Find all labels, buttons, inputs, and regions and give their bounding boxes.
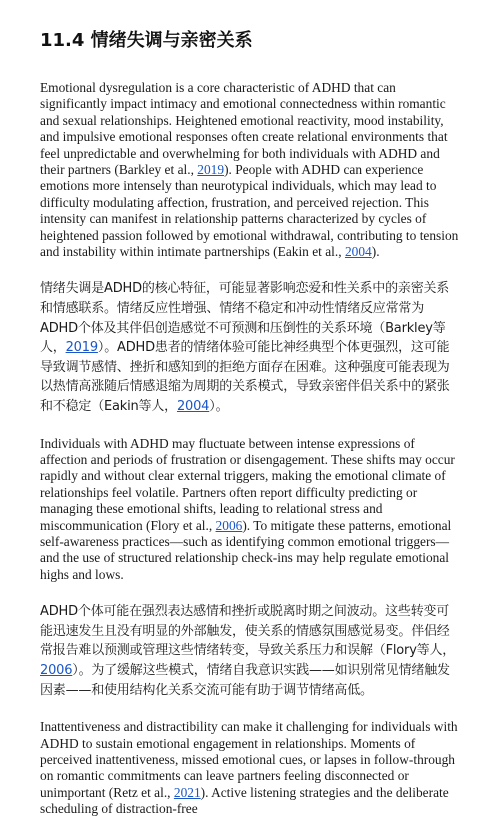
- paragraph-en-2: [40, 436, 460, 584]
- paragraph-en-3: [40, 719, 460, 817]
- paragraph-text: Inattentiveness and distractibility can make it challenging for individuals with ADHD to sustain emotional engagement in relationships. Moments of perceived inattentiveness, missed emotional cues, or lapses in follow-through on romantic commitments can leave partners feeling disconnected or unimportant (Retz et al.,: [40, 719, 458, 800]
- paragraph-zh-1: [40, 279, 460, 416]
- paragraph-text: ). To mitigate these patterns, emotional self-awareness practices—such as identifying common emotional triggers—and the use of structured relationship check-ins may help regulate emotional highs and lows.: [40, 517, 452, 582]
- paragraph-text: 情绪失调是ADHD的核心特征，可能显著影响恋爱和性关系中的亲密关系和情感联系。情绪反应性增强、情绪不稳定和冲动性情绪反应常常为ADHD个体及其伴侣创造感觉不可预测和压倒性的关系环境（Barkley等人，: [40, 281, 450, 356]
- paragraph-text: ）。ADHD患者的情绪体验可能比神经典型个体更强烈，这可能导致调节感情、挫折和感知到的拒绝方面存在困难。这种强度可能表现为以热情高涨随后情感退缩为周期的关系模式，导致亲密伴侣关系中的紧张和不稳定（Eakin等人，: [40, 340, 450, 415]
- paragraph-text: ). Active listening strategies and the deliberate scheduling of distraction-free: [40, 784, 449, 817]
- paragraph-text: ).: [371, 244, 380, 260]
- citation-link[interactable]: 2019: [65, 340, 98, 356]
- paragraph-text: ）。: [209, 399, 229, 415]
- paragraph-zh-2: [40, 602, 460, 700]
- citation-link[interactable]: 2004: [344, 244, 372, 260]
- citation-link[interactable]: 2021: [173, 784, 201, 800]
- section-heading: 11.4 情绪失调与亲密关系: [40, 30, 253, 51]
- paragraph-text: ）。为了缓解这些模式，情绪自我意识实践——如识别常见情绪触发因素——和使用结构化关系交流可能有助于调节情绪高低。: [40, 663, 450, 698]
- citation-link[interactable]: 2019: [197, 162, 225, 178]
- paragraph-text: ). People with ADHD can experience emotions more intensely than neurotypical individuals, which may lead to difficulty modulating affection, frustration, and perceived rejection. This intensity can manifest in relationship patterns characterized by cycles of heightened passion followed by emotional withdrawal, contributing to tension and instability within intimate partnerships (Eakin et al.,: [40, 162, 459, 260]
- paragraph-text: Emotional dysregulation is a core characteristic of ADHD that can significantly impact intimacy and emotional connectedness within romantic and sexual relationships. Heightened emotional reactivity, mood instability, and impulsive emotional responses often create relational environments that feel unpredictable and overwhelming for both individuals with ADHD and their partners (Barkley et al.,: [40, 80, 448, 178]
- citation-link[interactable]: 2004: [176, 399, 210, 415]
- citation-link[interactable]: 2006: [215, 517, 243, 533]
- paragraph-en-1: [40, 80, 460, 260]
- paragraph-text: Individuals with ADHD may fluctuate between intense expressions of affection and periods of frustration or disengagement. These shifts may occur rapidly and without clear external triggers, making the emotional climate of relationships feel volatile. Partners often report difficulty predicting or managing these emotional shifts, leading to relational stress and miscommunication (Flory et al.,: [40, 435, 455, 533]
- citation-link[interactable]: 2006: [40, 663, 73, 679]
- paragraph-text: ADHD个体可能在强烈表达感情和挫折或脱离时期之间波动。这些转变可能迅速发生且没有明显的外部触发，使关系的情感氛围感觉易变。伴侣经常报告难以预测或管理这些情绪转变，导致关系压力和误解（Flory等人，: [40, 604, 456, 659]
